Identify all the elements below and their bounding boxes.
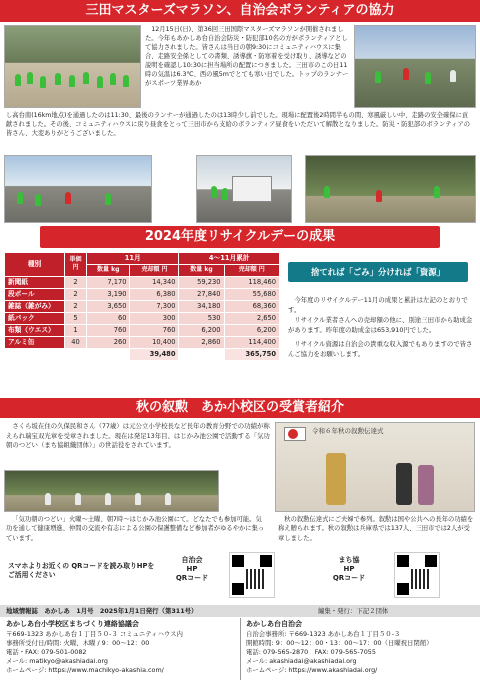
volunteers-group-photo [4,25,141,108]
table-row: 紙パック 5 60 300 530 2,650 [5,312,280,324]
recycle-results-table [4,252,280,361]
machikyo-qr-code[interactable] [395,553,439,597]
jichikai-address: 自治会事務所: 〒669-1323 あかしあ台１丁目５０-３ [246,629,401,638]
col-unit-header: 単価 円 [65,253,87,277]
jichikai-name: あかしあ台自治会 [246,620,302,628]
recycle-paragraph-2: リサイクル業者さんへの売却額の他に、別途三田市から助成金があります。昨年度の助成金は653,910円でした。 [288,315,473,334]
honors-text [6,422,270,451]
honors-section-title: 秋の叙勲 あか小校区の受賞者紹介 [0,398,480,418]
machikyo-name: あかしあ台小学校区まちづくり連絡協議会 [6,620,139,628]
recycle-motto: 捨てれば「ごみ」分ければ「資源」 [288,262,468,282]
col-cum-sales-header: 売却額 円 [224,265,280,277]
table-row: アルミ缶 40 260 10,400 2,860 114,400 [5,336,280,348]
nov-sales-total: 39,480 [130,348,179,360]
ceremony-text [278,515,476,543]
machikyo-address: 〒669-1323 あかしあ台１丁目５０-３ コミュニティハウス内 [6,629,183,638]
jichikai-email[interactable]: メール: akashiadai@akashiadai.org [246,656,357,665]
honors-paragraph-1: さくら坂在住の久保民和さん（77歳）は元公立小学校長など長年の教育分野での功績が称えられ瑞宝双光章を受章されました。現在は発足13年目、はじかみ池公園で活動する「気功朝のつどい（まち協組織団体）」の世話役をされています。 [6,422,270,450]
col-november-header: 11月 [87,253,179,265]
recycle-paragraph-3: リサイクル資源は自治会の貴重な収入源でもありますので皆さんご協力をお願いします。 [288,339,473,358]
recycle-text [288,296,474,360]
machikyo-phone: 電話・FAX: 079-501-0082 [6,647,87,656]
jichikai-contact [246,620,478,675]
qr-intro-text: スマホよりお近くの QRコードを読み取りHPをご活用ください [8,562,155,579]
publisher-info: 編集・発行：下記２団体 [318,607,389,615]
table-row: 布類（ウエス） 1 760 760 6,200 6,200 [5,324,280,336]
machikyo-qr-label: まち協 HP QRコード [332,556,366,583]
qigong-park-photo [4,470,219,512]
roadside-photo [4,155,152,223]
recycle-section-title: 2024年度リサイクルデーの成果 [40,226,440,248]
col-cumulative-header: 4～11月累計 [179,253,280,265]
marathon-text-top [145,26,350,89]
marathon-paragraph-2: し高台南(16km地点)を通過したのは11:30、最後のランナーが通過したのは13時少し前でした。現場に配置後2時間半もの間、寒風厳しい中、走路の安全確保に貢献されました。その後、コミュニティハウスに戻り昼食をとって三田市から支給のボランティア昼食をいただいて解散となりました。防災・防犯部のボランティアの皆さん、大変ありがとうございました。 [6,112,471,137]
jichikai-qr-label: 自治会 HP QRコード [175,556,209,583]
table-total-row [5,348,280,360]
issue-info: 地域情報誌 あかしあ 1月号 2025年1月1日発行（第311号） [6,607,198,615]
honors-paragraph-2: 「気功朝のつどい」火曜～土曜、朝7時～はじかみ池公園にて。どなたでも参加可能。気功を通して健康増進、仲間の交流や有志による公園の保護整備など参加者がゆるやかに集っています。 [6,516,265,542]
table-row: 新聞紙 2 7,170 14,340 59,230 118,460 [5,276,280,288]
marathon-paragraph-1: 12月15日(日)、第36回三田国際マスターズマラソンが開催されました。今年もあかしあ台自治会防災・防犯部10名の方がボランティアとして協力されました。皆さんは当日の朝9:30にコミュニティハウスに集合、走路安全係としての書類、誘導旗・防寒着を受け取り、誘導などの説明を確認し10:30に担当場所の配置につきました。三田市のこの日11時の気温は6.3℃、西の風5mでとても寒い日でした。トップのランナーがスポーツ業界あか [145,26,349,87]
jichikai-open-hours: 開館時間: 9：00～12：00・13：00～17：00（日曜祝日閉館） [246,638,433,647]
col-nov-sales-header: 売却額 円 [130,265,179,277]
cum-sales-total: 365,750 [224,348,280,360]
runners-photo-1 [354,25,476,108]
machikyo-office-hours: 事務所受付日/時間: 火曜、木曜 / 9：00～12：00 [6,638,150,647]
machikyo-website[interactable]: ホームページ: https://www.machikyo-akashia.com/ [6,665,164,674]
marathon-section-title: 三田マスターズマラソン、自治会ボランティアの協力 [0,0,480,22]
publication-info-bar [0,605,480,617]
machikyo-email[interactable]: メール: matikyo@akashiadai.org [6,656,108,665]
qigong-text [6,515,268,543]
table-row: 段ボール 2 3,190 6,380 27,840 55,680 [5,288,280,300]
table-row: 雑誌（雑がみ） 2 3,650 7,300 34,180 68,360 [5,300,280,312]
footer-divider [240,618,241,680]
truck-photo [196,155,292,223]
runners-photo-2 [305,155,476,223]
jichikai-qr-code[interactable] [230,553,274,597]
jichikai-website[interactable]: ホームページ: https://www.akashiadai.org/ [246,665,378,674]
col-type-header: 種別 [5,253,65,277]
jichikai-phone: 電話: 079-565-2870 FAX: 079-565-7055 [246,647,376,656]
honors-paragraph-3: 秋の叙勲伝達式にご夫婦で参列。叙勲は国や公共への長年の功績を称え贈られます。秋の叙勲は兵庫県では137人、三田市では2人が受章しました。 [278,516,474,542]
machikyo-contact [6,620,238,675]
marathon-text-bottom [6,112,474,139]
col-cum-qty-header: 数量 kg [179,265,224,277]
recycle-paragraph-1: 今年度のリサイクルデー11月の成果と累計は左記のとおりです。 [288,296,468,314]
certificate-text: 令和６年秋の叙勲伝達式 [312,427,384,435]
certificate-photo [275,422,475,512]
col-nov-qty-header: 数量 kg [87,265,130,277]
